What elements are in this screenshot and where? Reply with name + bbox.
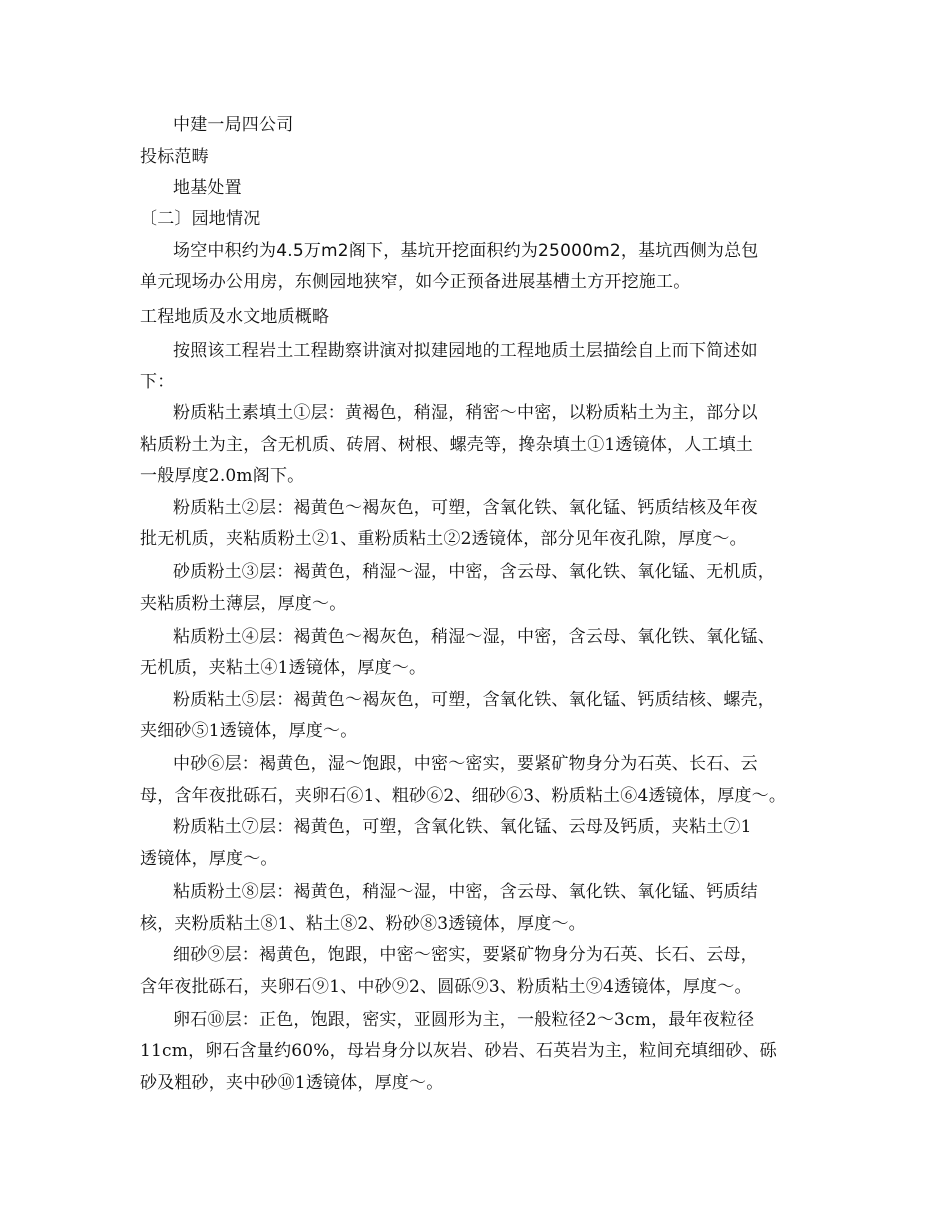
layer-line: 批无机质，夹粘质粉土②1、重粉质粘土②2透镜体，部分见年夜孔隙，厚度～。 bbox=[140, 529, 747, 549]
text-run: ，基坑西侧为总包 bbox=[620, 241, 759, 261]
layer-line: 粘质粉土④层：褐黄色～褐灰色，稍湿～湿，中密，含云母、氧化铁、氧化锰、 bbox=[173, 627, 775, 647]
document-type: 投标范畴 bbox=[140, 147, 209, 167]
layer-line: 中砂⑥层：褐黄色，湿～饱跟，中密～密实，要紧矿物身分为石英、长石、云 bbox=[173, 754, 758, 774]
site-paragraph-line: 单元现场办公用房，东侧园地狭窄，如今正预备进展基槽土方开挖施工。 bbox=[140, 272, 691, 292]
layer-line: 砂质粉土③层：褐黄色，稍湿～湿，中密，含云母、氧化铁、氧化锰、无机质， bbox=[173, 562, 775, 582]
layer-line: 细砂⑨层：褐黄色，饱跟，中密～密实，要紧矿物身分为石英、长石、云母， bbox=[173, 945, 758, 965]
text-run: 场空中积约为 bbox=[173, 241, 277, 261]
layer-line: 粉质粘土⑤层：褐黄色～褐灰色，可塑，含氧化铁、氧化锰、钙质结核、螺壳， bbox=[173, 690, 775, 710]
company-name: 中建一局四公司 bbox=[173, 115, 294, 135]
layer-line: 粘质粉土为主，含无机质、砖屑、树根、螺壳等，搀杂填土①1透镜体，人工填土 bbox=[140, 435, 754, 455]
layer-line: 核，夹粉质粘土⑧1、粘土⑧2、粉砂⑧3透镜体，厚度～。 bbox=[140, 914, 586, 934]
layer-line: 粉质粘土⑦层：褐黄色，可塑，含氧化铁、氧化锰、云母及钙质，夹粘土⑦1 bbox=[173, 817, 752, 837]
layer-line: 粉质粘土素填土①层：黄褐色，稍湿，稍密～中密，以粉质粘土为主，部分以 bbox=[173, 403, 758, 423]
text-run: 阁下，基坑开挖面积约为 bbox=[348, 241, 539, 261]
section-heading-geology: 工程地质及水文地质概略 bbox=[140, 307, 330, 327]
layer-line: 夹细砂⑤1透镜体，厚度～。 bbox=[140, 721, 358, 741]
section-heading-site: 〔二〕园地情况 bbox=[140, 209, 261, 229]
site-paragraph-line bbox=[173, 240, 759, 262]
layer-line: 11cm，卵石含量约60%，母岩身分以灰岩、砂岩、石英岩为主，粒间充填细砂、砾 bbox=[140, 1041, 777, 1061]
layer-line: 透镜体，厚度～。 bbox=[140, 849, 278, 869]
area-value: 4.5万m2 bbox=[276, 241, 349, 261]
intro-line: 下： bbox=[140, 372, 175, 392]
intro-line: 按照该工程岩土工程勘察讲演对拟建园地的工程地质土层描绘自上而下简述如 bbox=[173, 341, 758, 361]
layer-line: 砂及粗砂，夹中砂⑩1透镜体，厚度～。 bbox=[140, 1073, 444, 1093]
topic-title: 地基处置 bbox=[173, 178, 242, 198]
layer-line: 含年夜批砾石，夹卵石⑨1、中砂⑨2、圆砾⑨3、粉质粘土⑨4透镜体，厚度～。 bbox=[140, 977, 752, 997]
layer-line: 母，含年夜批砾石，夹卵石⑥1、粗砂⑥2、细砂⑥3、粉质粘土⑥4透镜体，厚度～。 bbox=[140, 786, 787, 806]
layer-line: 粘质粉土⑧层：褐黄色，稍湿～湿，中密，含云母、氧化铁、氧化锰、钙质结 bbox=[173, 882, 758, 902]
layer-line: 卵石⑩层：正色，饱跟，密实，亚圆形为主，一般粒径2～3cm，最年夜粒径 bbox=[173, 1010, 755, 1030]
layer-line: 粉质粘土②层：褐黄色～褐灰色，可塑，含氧化铁、氧化锰、钙质结核及年夜 bbox=[173, 498, 758, 518]
layer-line: 无机质，夹粘土④1透镜体，厚度～。 bbox=[140, 658, 427, 678]
excavation-area-value: 25000m2 bbox=[538, 241, 621, 261]
layer-line: 一般厚度2.0m阁下。 bbox=[140, 466, 305, 486]
layer-line: 夹粘质粉土薄层，厚度～。 bbox=[140, 594, 347, 614]
